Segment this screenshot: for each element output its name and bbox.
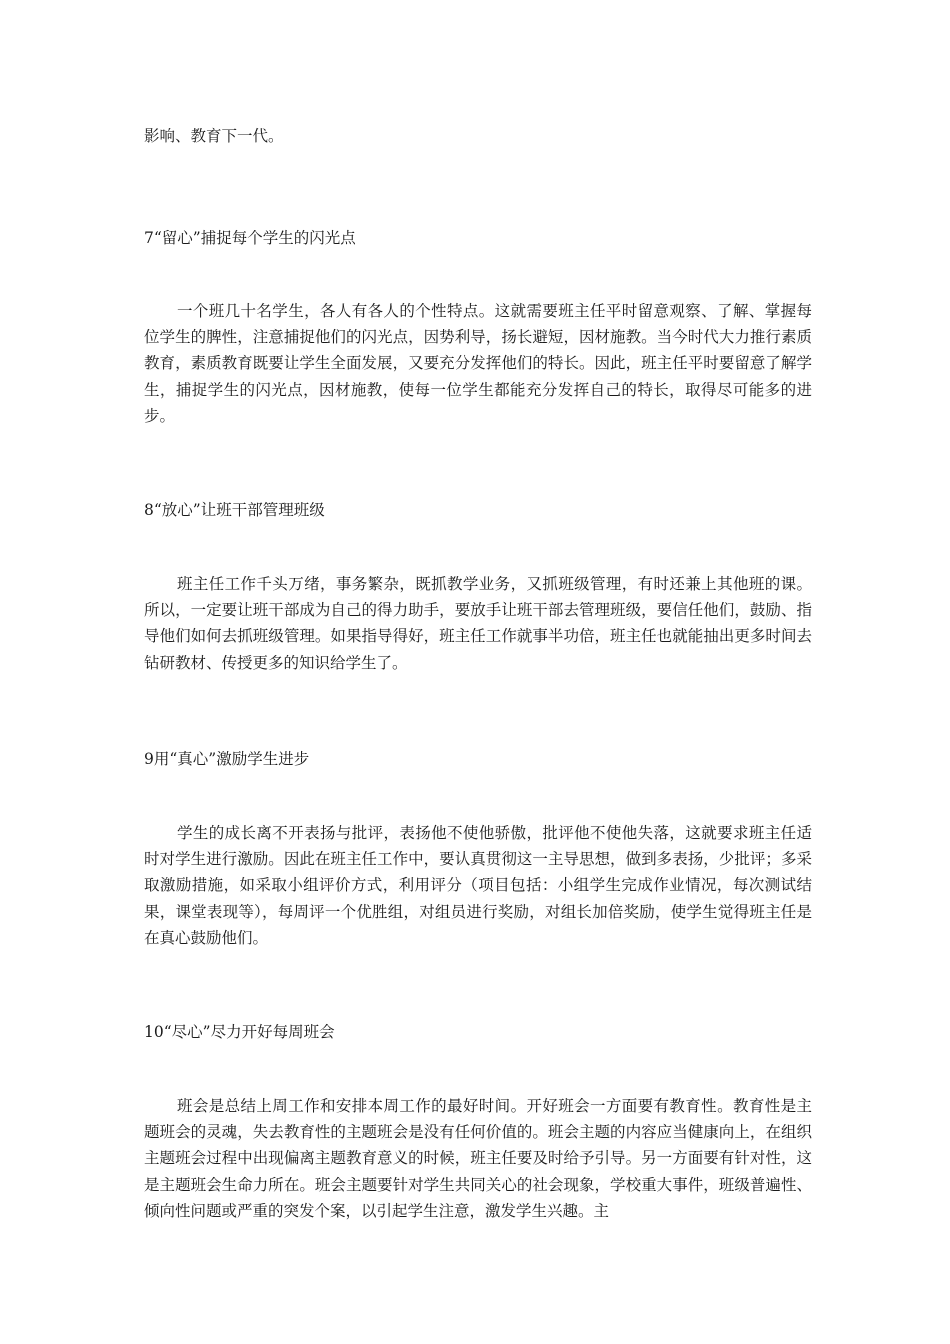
section-8-heading: 8“放心”让班干部管理班级 xyxy=(144,501,325,519)
section-9-heading: 9用“真心”激励学生进步 xyxy=(144,750,310,768)
section-7-paragraph: 一个班几十名学生，各人有各人的个性特点。这就需要班主任平时留意观察、了解、掌握每位学生的脾性，注意捕捉他们的闪光点，因势利导，扬长避短，因材施教。当今时代大力推行素质教育，素质教育既要让学生全面发展，又要充分发挥他们的特长。因此，班主任平时要留意了解学生，捕捉学生的闪光点，因材施教，使每一位学生都能充分发挥自己的特长，取得尽可能多的进步。 xyxy=(144,302,812,425)
section-8-paragraph: 班主任工作千头万绪，事务繁杂，既抓教学业务，又抓班级管理，有时还兼上其他班的课。所以，一定要让班干部成为自己的得力助手，要放手让班干部去管理班级，要信任他们，鼓励、指导他们如何去抓班级管理。如果指导得好，班主任工作就事半功倍，班主任也就能抽出更多时间去钻研教材、传授更多的知识给学生了。 xyxy=(144,575,812,672)
section-9-paragraph: 学生的成长离不开表扬与批评，表扬他不使他骄傲，批评他不使他失落，这就要求班主任适时对学生进行激励。因此在班主任工作中，要认真贯彻这一主导思想，做到多表扬，少批评；多采取激励措施，如采取小组评价方式，利用评分（项目包括：小组学生完成作业情况，每次测试结果，课堂表现等），每周评一个优胜组，对组员进行奖励，对组长加倍奖励，使学生觉得班主任是在真心鼓励他们。 xyxy=(144,824,812,947)
section-7-heading: 7“留心”捕捉每个学生的闪光点 xyxy=(144,229,356,247)
section-10-paragraph: 班会是总结上周工作和安排本周工作的最好时间。开好班会一方面要有教育性。教育性是主题班会的灵魂，失去教育性的主题班会是没有任何价值的。班会主题的内容应当健康向上，在组织主题班会过程中出现偏离主题教育意义的时候，班主任要及时给予引导。另一方面要有针对性，这是主题班会生命力所在。班会主题要针对学生共同关心的社会现象，学校重大事件，班级普遍性、倾向性问题或严重的突发个案，以引起学生注意，激发学生兴趣。主 xyxy=(144,1097,812,1220)
continuation-text: 影响、教育下一代。 xyxy=(144,127,284,145)
section-10-heading: 10“尽心”尽力开好每周班会 xyxy=(144,1023,335,1041)
